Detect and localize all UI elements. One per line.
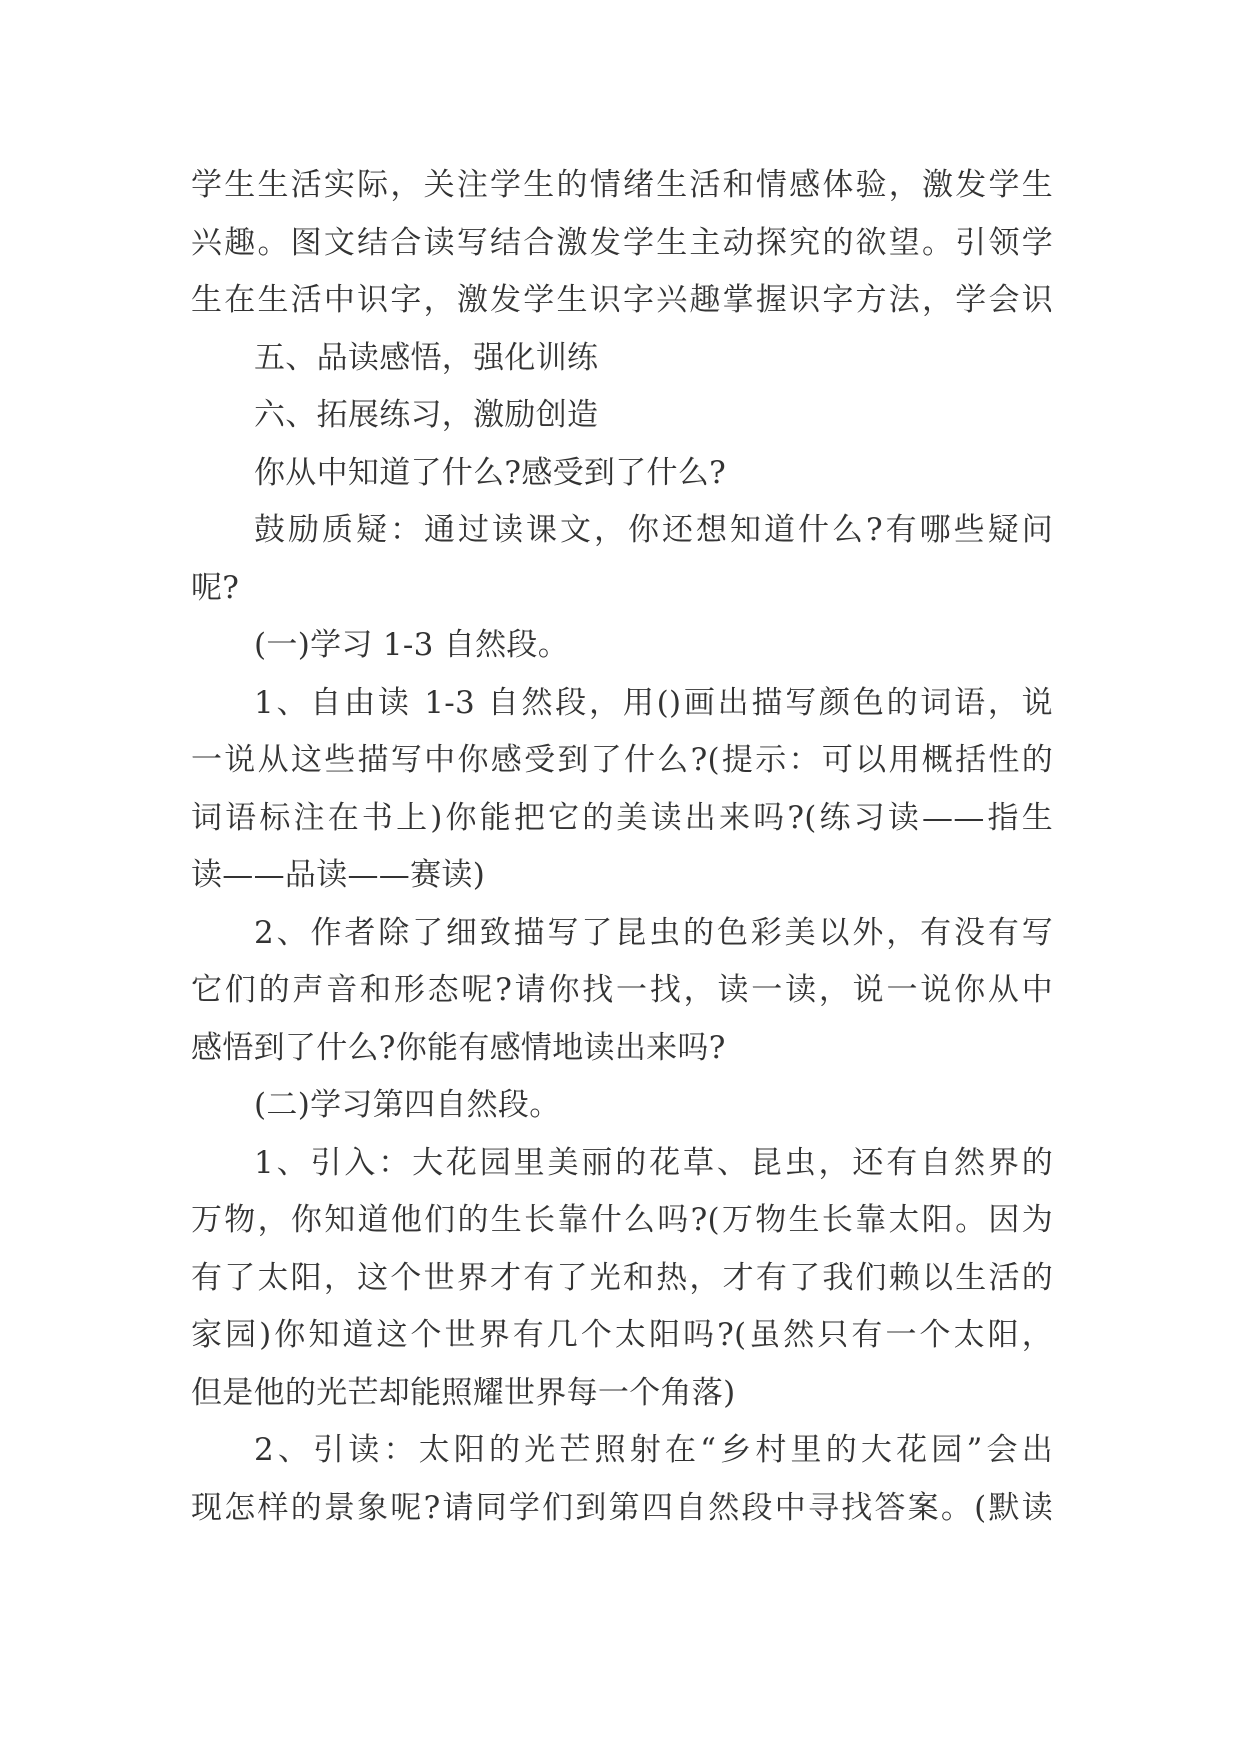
text-line: 家园)你知道这个世界有几个太阳吗?(虽然只有一个太阳， — [191, 1317, 1053, 1353]
text-line: 2、引读：太阳的光芒照射在“乡村里的大花园”会出 — [254, 1432, 1053, 1468]
text-line: 你从中知道了什么?感受到了什么? — [254, 454, 727, 491]
section-heading: 五、品读感悟，强化训练 — [254, 339, 599, 376]
text-line: 1、引入：大花园里美丽的花草、昆虫，还有自然界的 — [254, 1144, 1053, 1181]
text-line: 一说从这些描写中你感受到了什么?(提示：可以用概括性的 — [191, 742, 1053, 778]
text-line: 兴趣。图文结合读写结合激发学生主动探究的欲望。引领学 — [191, 224, 1053, 261]
text-line: 有了太阳，这个世界才有了光和热，才有了我们赖以生活的 — [191, 1259, 1053, 1296]
document-body — [191, 157, 1053, 1537]
text-line: 词语标注在书上)你能把它的美读出来吗?(练习读——指生 — [191, 799, 1053, 836]
text-line: 读——品读——赛读) — [191, 857, 486, 893]
text-line: 2、作者除了细致描写了昆虫的色彩美以外，有没有写 — [254, 914, 1053, 951]
subsection-heading: (一)学习 1-3 自然段。 — [254, 627, 570, 663]
section-heading: 六、拓展练习，激励创造 — [254, 397, 599, 433]
text-line: 呢? — [191, 569, 240, 606]
text-line: 现怎样的景象呢?请同学们到第四自然段中寻找答案。(默读 — [191, 1489, 1053, 1526]
text-line: 它们的声音和形态呢?请你找一找，读一读，说一说你从中 — [191, 972, 1053, 1008]
text-line: 但是他的光芒却能照耀世界每一个角落) — [191, 1374, 736, 1411]
text-line: 1、自由读 1-3 自然段，用()画出描写颜色的词语，说 — [254, 684, 1053, 721]
text-line: 感悟到了什么?你能有感情地读出来吗? — [191, 1029, 726, 1066]
text-line: 万物，你知道他们的生长靠什么吗?(万物生长靠太阳。因为 — [191, 1202, 1053, 1238]
subsection-heading: (二)学习第四自然段。 — [254, 1087, 561, 1123]
text-line: 生在生活中识字，激发学生识字兴趣掌握识字方法，学会识 — [191, 282, 1053, 318]
text-line: 学生生活实际，关注学生的情绪生活和情感体验，激发学生 — [191, 167, 1053, 203]
text-line: 鼓励质疑：通过读课文，你还想知道什么?有哪些疑问 — [254, 512, 1053, 548]
